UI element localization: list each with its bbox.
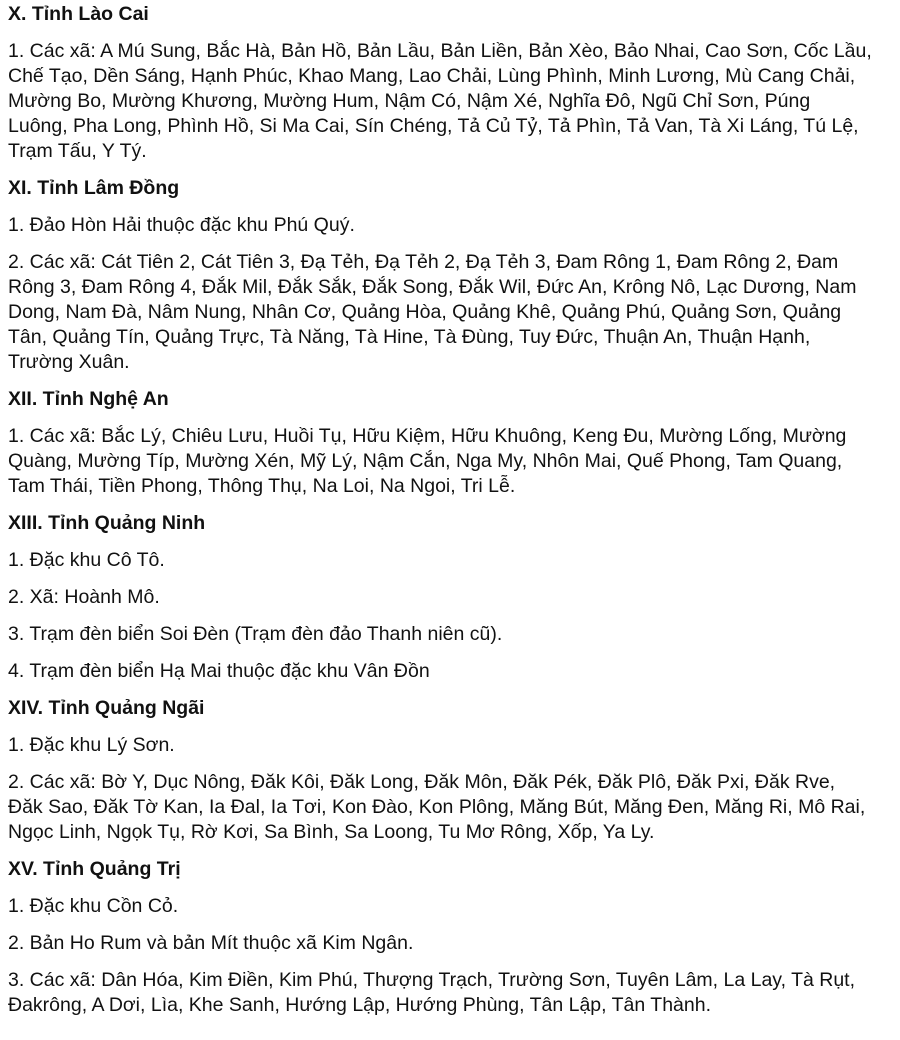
province-heading: XIV. Tỉnh Quảng Ngãi [8,697,205,719]
province-item: 2. Xã: Hoành Mô. [8,586,160,608]
province-heading: X. Tỉnh Lào Cai [8,3,149,25]
province-section-lam-dong [8,176,874,375]
province-item: 1. Các xã: Bắc Lý, Chiêu Lưu, Huồi Tụ, Hữu Kiệm, Hữu Khuông, Keng Đu, Mường Lống, Mường Quàng, Mường Típ, Mường Xén, Mỹ Lý, Nậm Cắn, Nga My, Nhôn Mai, Quế Phong, Tam Quang, Tam Thái, Tiền Phong, Thông Thụ, Na Loi, Na Ngoi, Tri Lễ. [8,425,847,497]
province-section-quang-ngai [8,696,874,845]
province-item: 2. Các xã: Cát Tiên 2, Cát Tiên 3, Đạ Tẻh, Đạ Tẻh 2, Đạ Tẻh 3, Đam Rông 1, Đam Rông 2, Đam Rông 3, Đam Rông 4, Đắk Mil, Đắk Sắk, Đắk Song, Đắk Wil, Đức An, Krông Nô, Lạc Dương, Nam Dong, Nam Đà, Nâm Nung, Nhân Cơ, Quảng Hòa, Quảng Khê, Quảng Phú, Quảng Sơn, Quảng Tân, Quảng Tín, Quảng Trực, Tà Năng, Tà Hine, Tà Đùng, Tuy Đức, Thuận An, Thuận Hạnh, Trường Xuân. [8,251,857,373]
province-heading: XII. Tỉnh Nghệ An [8,388,169,410]
province-item: 1. Các xã: A Mú Sung, Bắc Hà, Bản Hồ, Bản Lầu, Bản Liền, Bản Xèo, Bảo Nhai, Cao Sơn, Cốc Lầu, Chế Tạo, Dền Sáng, Hạnh Phúc, Khao Mang, Lao Chải, Lùng Phình, Minh Lương, Mù Cang Chải, Mường Bo, Mường Khương, Mường Hum, Nậm Có, Nậm Xé, Nghĩa Đô, Ngũ Chỉ Sơn, Púng Luông, Pha Long, Phình Hồ, Si Ma Cai, Sín Chéng, Tả Củ Tỷ, Tả Phìn, Tả Van, Tà Xi Láng, Tú Lệ, Trạm Tấu, Y Tý. [8,40,872,162]
province-item: 2. Các xã: Bờ Y, Dục Nông, Đăk Kôi, Đăk Long, Đăk Môn, Đăk Pék, Đăk Plô, Đăk Pxi, Đăk Rve, Đăk Sao, Đăk Tờ Kan, Ia Đal, Ia Tơi, Kon Đào, Kon Plông, Măng Bút, Măng Đen, Măng Ri, Mô Rai, Ngọc Linh, Ngọk Tụ, Rờ Kơi, Sa Bình, Sa Loong, Tu Mơ Rông, Xốp, Ya Ly. [8,771,866,843]
province-item: 1. Đảo Hòn Hải thuộc đặc khu Phú Quý. [8,214,355,236]
province-heading: XIII. Tỉnh Quảng Ninh [8,512,206,534]
province-section-nghe-an [8,387,874,499]
province-item: 3. Các xã: Dân Hóa, Kim Điền, Kim Phú, Thượng Trạch, Trường Sơn, Tuyên Lâm, La Lay, Tà Rụt, Đakrông, A Dơi, Lìa, Khe Sanh, Hướng Lập, Hướng Phùng, Tân Lập, Tân Thành. [8,969,856,1016]
province-item: 1. Đặc khu Cô Tô. [8,549,165,571]
province-section-lao-cai [8,2,874,164]
province-heading: XV. Tỉnh Quảng Trị [8,858,181,880]
province-item: 3. Trạm đèn biển Soi Đèn (Trạm đèn đảo Thanh niên cũ). [8,623,503,645]
province-heading: XI. Tỉnh Lâm Đồng [8,177,180,199]
province-item: 4. Trạm đèn biển Hạ Mai thuộc đặc khu Vân Đồn [8,660,430,682]
province-item: 1. Đặc khu Cồn Cỏ. [8,895,179,917]
province-section-quang-ninh [8,511,874,684]
province-item: 2. Bản Ho Rum và bản Mít thuộc xã Kim Ngân. [8,932,414,954]
province-section-quang-tri [8,857,874,1018]
province-item: 1. Đặc khu Lý Sơn. [8,734,175,756]
